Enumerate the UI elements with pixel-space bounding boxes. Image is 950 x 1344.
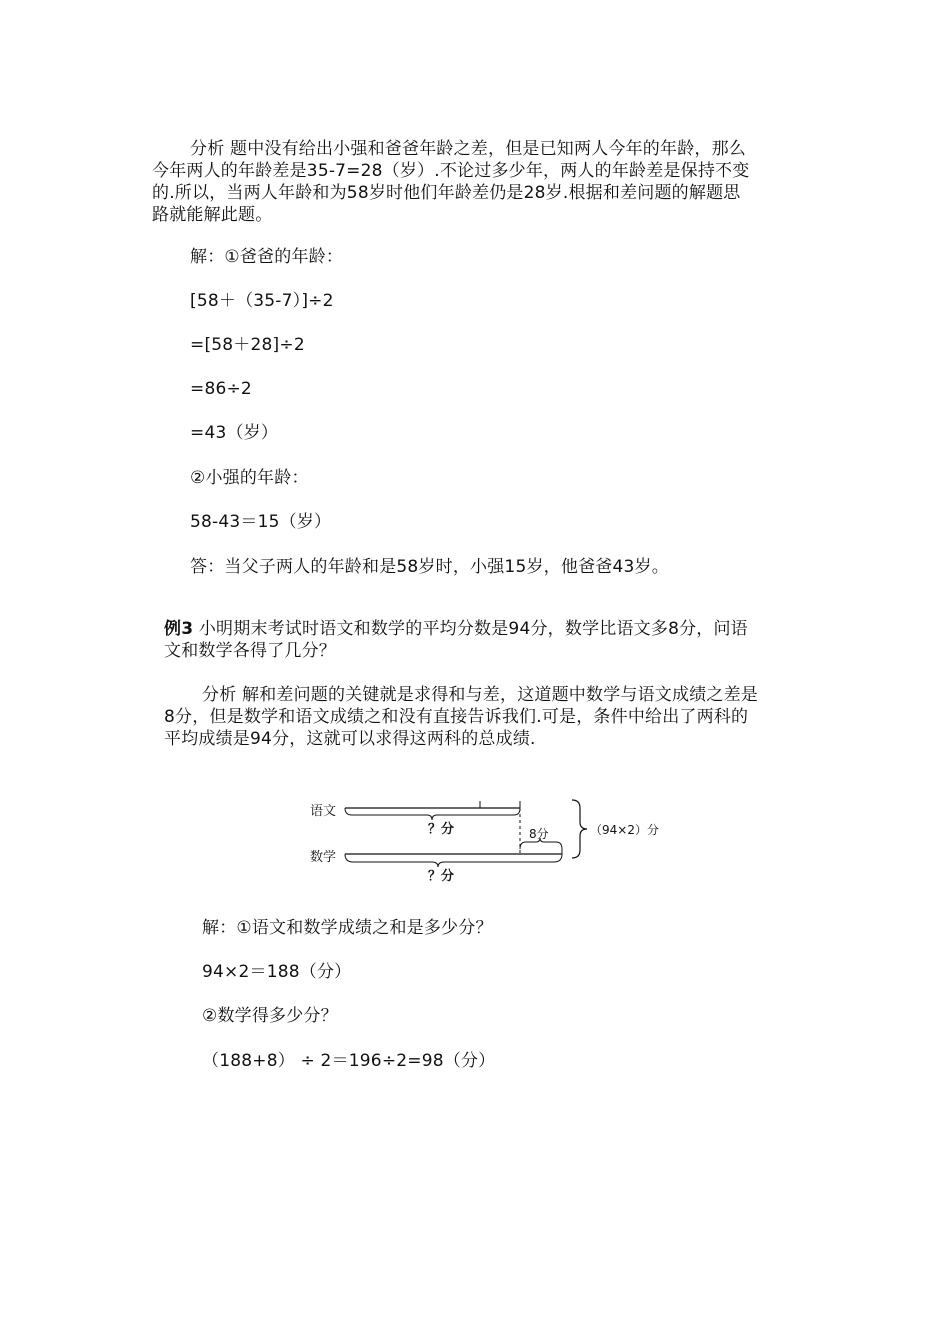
total-label: （94×2）分 bbox=[590, 823, 659, 837]
example3-analysis-line-3: 平均成绩是94分，这就可以求得这两科的总成绩. bbox=[164, 729, 536, 749]
analysis-line-1: 分析 题中没有给出小强和爸爸年龄之差，但是已知两人今年的年龄，那么 bbox=[190, 139, 747, 159]
solution-step1-title: 解：①爸爸的年龄： bbox=[190, 247, 344, 267]
equation-line: =[58＋28]÷2 bbox=[190, 335, 305, 355]
total-brace bbox=[572, 800, 587, 858]
example3-question-line-2: 文和数学各得了几分？ bbox=[164, 641, 336, 661]
analysis-line-2: 今年两人的年龄差是35-7=28（岁）.不论过多少年，两人的年龄差是保持不变 bbox=[152, 161, 750, 181]
example3-question-line-1 bbox=[164, 618, 748, 640]
math-unknown-label: ？分 bbox=[428, 869, 455, 884]
answer-line: 答：当父子两人的年龄和是58岁时，小强15岁，他爸爸43岁。 bbox=[190, 557, 669, 577]
analysis-line-3: 的.所以，当两人年龄和为58岁时他们年龄差仍是28岁.根据和差问题的解题思 bbox=[152, 183, 741, 203]
equation-line: [58＋（35-7）]÷2 bbox=[190, 291, 334, 311]
equation-line: 94×2＝188（分） bbox=[202, 962, 352, 982]
example3-analysis-line-2: 8分，但是数学和语文成绩之和没有直接告诉我们.可是，条件中给出了两科的 bbox=[164, 707, 749, 727]
example3-label: 例3 bbox=[164, 619, 194, 639]
chinese-unknown-label: ？分 bbox=[428, 822, 455, 837]
math-brace bbox=[345, 854, 562, 867]
example3-solution-step2-title: ②数学得多少分？ bbox=[202, 1006, 338, 1026]
equation-line: （188+8） ÷ 2＝196÷2=98（分） bbox=[202, 1051, 496, 1071]
segment-diagram bbox=[300, 796, 680, 888]
solution-step2-title: ②小强的年龄： bbox=[190, 468, 309, 488]
equation-line: =86÷2 bbox=[190, 379, 252, 399]
example3-analysis-line-1: 分析 解和差问题的关键就是求得和与差，这道题中数学与语文成绩之差是 bbox=[202, 685, 759, 705]
example3-solution-step1-title: 解：①语文和数学成绩之和是多少分？ bbox=[202, 918, 493, 938]
equation-line: 58-43＝15（岁） bbox=[190, 512, 332, 532]
equation-line: =43（岁） bbox=[190, 423, 279, 443]
analysis-line-4: 路就能解此题。 bbox=[152, 205, 273, 225]
math-label: 数学 bbox=[310, 850, 337, 865]
chinese-label: 语文 bbox=[310, 804, 337, 819]
example3-question-text: 小明期末考试时语文和数学的平均分数是94分，数学比语文多8分，问语 bbox=[193, 619, 748, 639]
chinese-brace bbox=[345, 808, 520, 820]
difference-label: 8分 bbox=[529, 827, 549, 841]
